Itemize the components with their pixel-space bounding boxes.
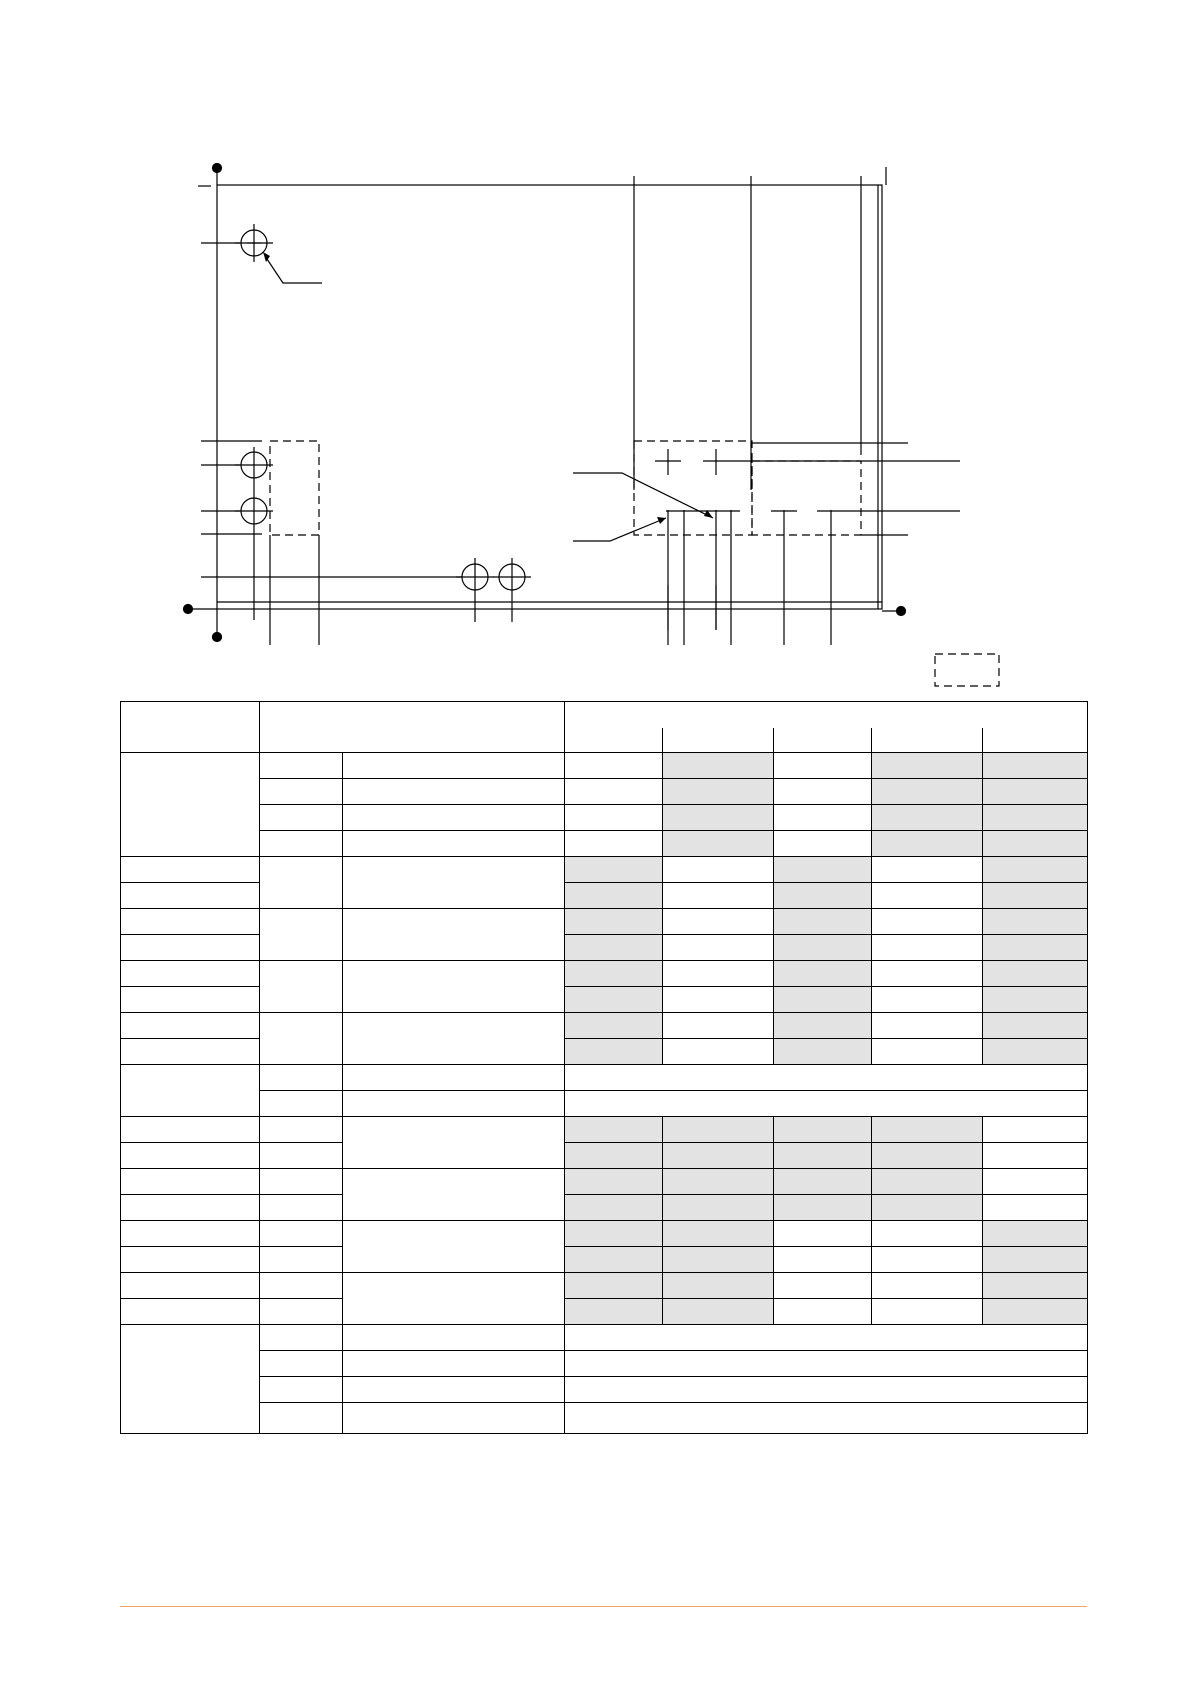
table-row: [121, 1091, 1088, 1117]
table-row: [121, 1325, 1088, 1351]
table-row: [121, 1403, 1088, 1434]
table-row: [121, 1221, 1088, 1247]
table-row: [121, 1143, 1088, 1169]
header-cell: [565, 702, 1088, 729]
table-row: [121, 779, 1088, 805]
keepout-zone-right-lower: [752, 461, 861, 535]
table-row: [121, 1247, 1088, 1273]
header-cell: [121, 702, 260, 753]
table-row: [121, 1299, 1088, 1325]
table-row: [121, 805, 1088, 831]
table-row: [121, 1117, 1088, 1143]
table-row: [121, 1013, 1088, 1039]
table-row: [121, 1351, 1088, 1377]
mounting-hole-bottom-2: [493, 558, 531, 622]
legend-box: [935, 654, 999, 686]
spec-table: [120, 701, 1088, 1434]
table-row: [121, 1377, 1088, 1403]
footer-rule: [120, 1606, 1087, 1607]
table-row: [121, 909, 1088, 935]
table-header-row: [121, 702, 1088, 729]
table-row: [121, 1273, 1088, 1299]
table-row: [121, 961, 1088, 987]
table-row: [121, 857, 1088, 883]
board-outline: [217, 185, 882, 609]
table-row: [121, 831, 1088, 857]
table-row: [121, 753, 1088, 779]
header-cell: [260, 702, 565, 753]
table-row: [121, 1065, 1088, 1091]
keepout-zone-left: [270, 441, 319, 535]
table-row: [121, 1195, 1088, 1221]
table-row: [121, 1169, 1088, 1195]
mounting-hole-bottom-1: [456, 558, 494, 622]
mechanical-outline-drawing: [0, 0, 1190, 690]
